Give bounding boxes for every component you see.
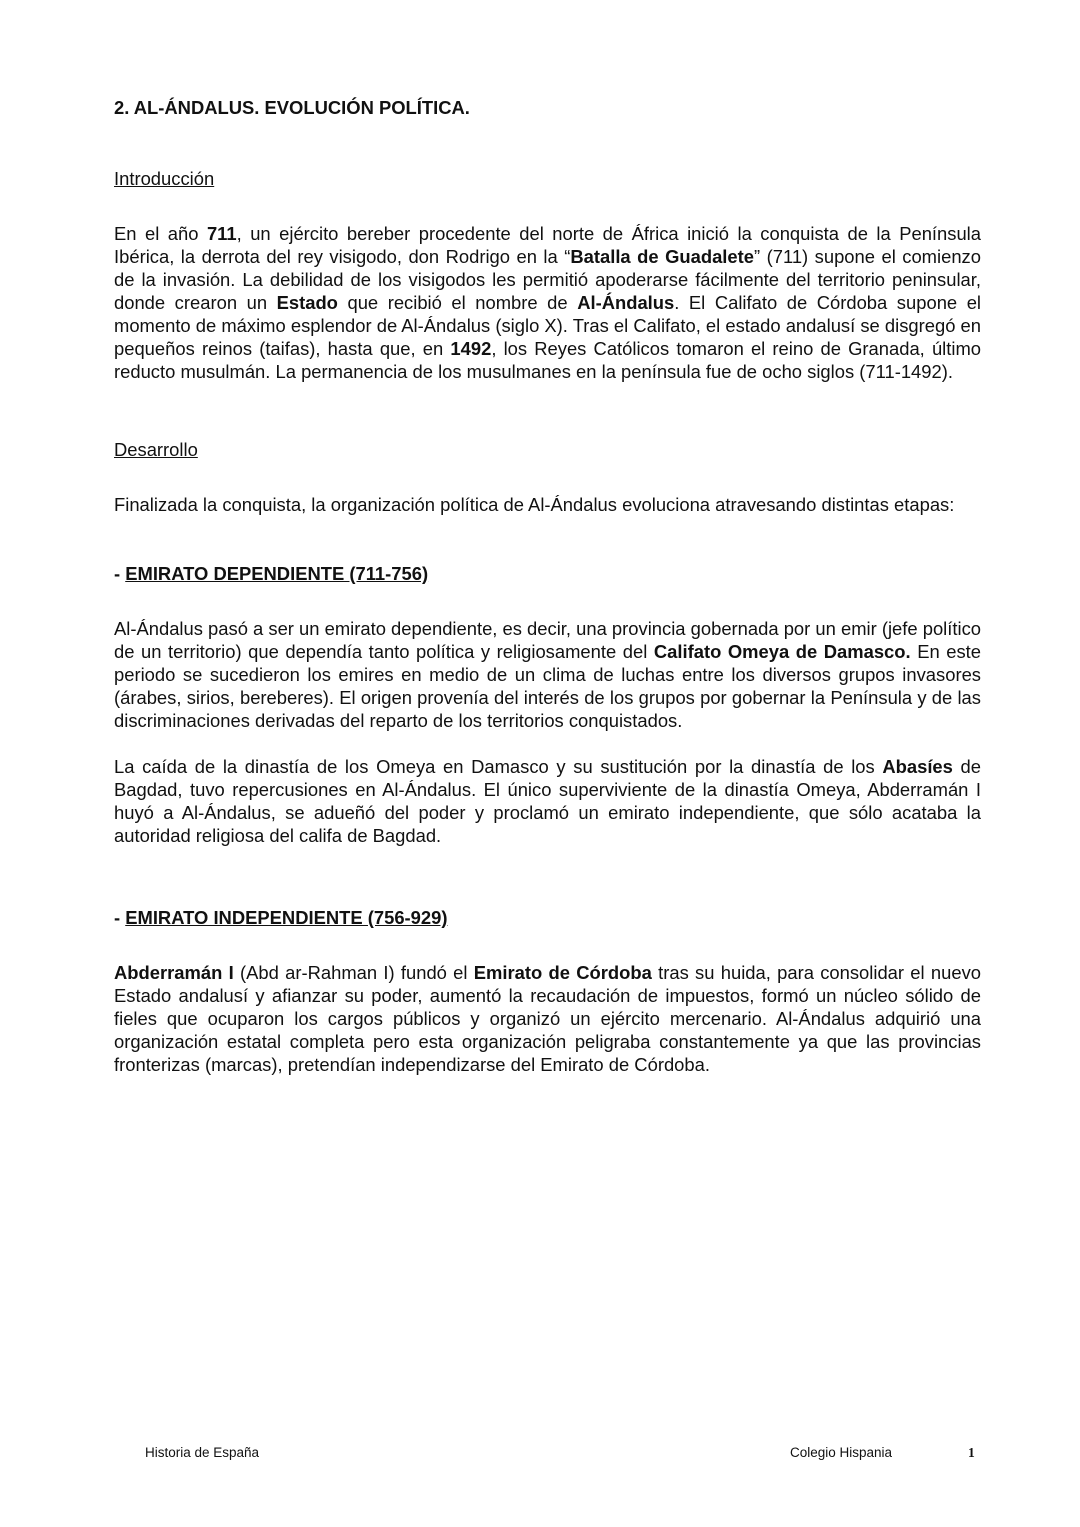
- text-run: En este periodo se sucedieron los emires en medio de un clima de luchas entre los diversos grupos invasores (árabes, sirios, bereberes). El origen provenía del interés de los grupos por gobernar la Península y de las discriminaciones derivadas del reparto de los territorios conquistados.: [114, 641, 981, 731]
- desarrollo-heading: Desarrollo: [114, 439, 198, 460]
- bold-text: Estado: [276, 292, 338, 313]
- spacer: [114, 929, 981, 961]
- spacer: [114, 461, 981, 493]
- spacer: [114, 732, 981, 755]
- bold-text: 1492: [450, 338, 492, 359]
- footer-school: Colegio Hispania: [790, 1445, 893, 1460]
- text-run: , un ejército bereber procedente del norte de África inició la conquista de la Península Ibérica, la derrota del rey visigodo, don Rodrigo en la “: [114, 223, 981, 267]
- text-run: . El Califato de Córdoba supone el momento de máximo esplendor de Al-Ándalus (siglo X). Tras el Califato, el estado andalusí se disgregó en pequeños reinos (taifas), hasta que, en: [114, 292, 982, 359]
- bold-text: Califato Omeya de Damasco.: [653, 641, 911, 662]
- intro-paragraph: [114, 222, 981, 383]
- bold-text: Emirato de Córdoba: [473, 962, 652, 983]
- emirato-dependiente-paragraph-2: [114, 755, 981, 847]
- text-run: de Bagdad, tuvo repercusiones en Al-Ándalus. El único superviviente de la dinastía Omeya, Abderramán I huyó a Al-Ándalus, se adueñó del poder y proclamó un emirato independiente, que sólo acataba la autoridad religiosa del califa de Bagdad.: [114, 756, 981, 846]
- spacer: [114, 383, 981, 438]
- text-run: ” (711) supone el comienzo de la invasión. La debilidad de los visigodos les permitió apoderarse fácilmente del territorio peninsular, donde crearon un: [114, 246, 981, 313]
- page-number: 1: [968, 1445, 975, 1460]
- spacer: [114, 516, 981, 562]
- spacer: [114, 847, 981, 906]
- emirato-dependiente-heading: [114, 562, 981, 585]
- bold-text: 711: [206, 223, 237, 244]
- text-run: En el año: [114, 223, 207, 244]
- section-prefix: -: [114, 563, 126, 584]
- text-run: (Abd ar-Rahman I) fundó el: [233, 962, 474, 983]
- emirato-independiente-heading: [114, 906, 981, 929]
- text-run: tras su huida, para consolidar el nuevo Estado andalusí y afianzar su poder, aumentó la recaudación de impuestos, formó un núcleo sólido de fieles que ocuparon los cargos públicos y organizó un ejército mercenario. Al-Ándalus adquirió una organización estatal completa pero esta organización peligraba constantemente ya que las provincias fronterizas (marcas), pretendían independizarse del Emirato de Córdoba.: [114, 962, 981, 1075]
- section-label: EMIRATO INDEPENDIENTE (756-929): [125, 907, 448, 928]
- spacer: [114, 120, 981, 167]
- emirato-independiente-paragraph-1: [114, 961, 981, 1076]
- text-run: La caída de la dinastía de los Omeya en Damasco y su sustitución por la dinastía de los: [114, 756, 883, 777]
- spacer: [114, 190, 981, 222]
- bold-text: Batalla de Guadalete: [570, 246, 754, 267]
- bold-text: Al-Ándalus: [577, 292, 675, 313]
- footer-subject: Historia de España: [145, 1445, 260, 1460]
- text-run: , los Reyes Católicos tomaron el reino de Granada, último reducto musulmán. La permanencia de los musulmanes en la península fue de ocho siglos (711-1492).: [114, 338, 981, 382]
- bold-text: Abasíes: [882, 756, 953, 777]
- spacer: [114, 585, 981, 617]
- desarrollo-paragraph: Finalizada la conquista, la organización política de Al-Ándalus evoluciona atravesando distintas etapas:: [114, 494, 955, 515]
- document-title: 2. AL-ÁNDALUS. EVOLUCIÓN POLÍTICA.: [114, 97, 470, 118]
- section-label: EMIRATO DEPENDIENTE (711-756): [125, 563, 429, 584]
- intro-heading: Introducción: [114, 168, 215, 189]
- emirato-dependiente-paragraph-1: [114, 617, 981, 732]
- document-body: [114, 96, 981, 1076]
- text-run: Al-Ándalus pasó a ser un emirato dependiente, es decir, una provincia gobernada por un emir (jefe político de un territorio) que dependía tanto política y religiosamente del: [114, 618, 981, 662]
- text-run: que recibió el nombre de: [337, 292, 578, 313]
- section-prefix: -: [114, 907, 126, 928]
- bold-text: Abderramán I: [114, 962, 234, 983]
